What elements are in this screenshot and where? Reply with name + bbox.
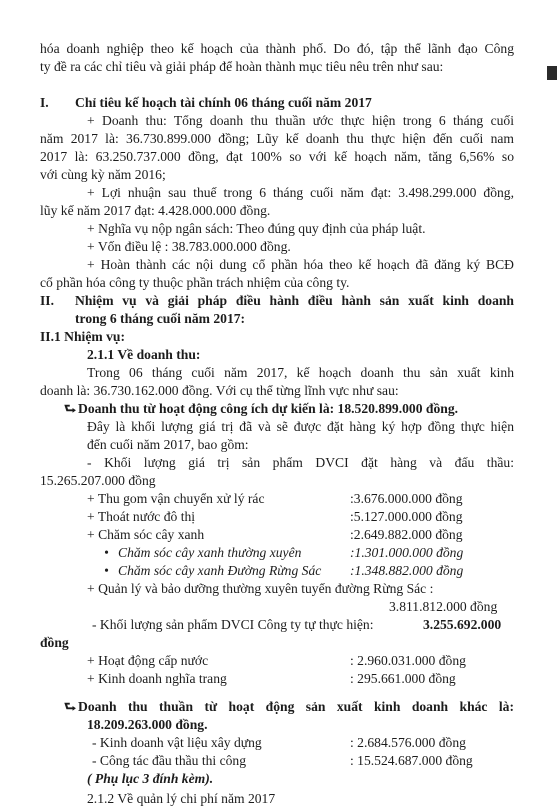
drainage-value: :5.127.000.000 đồng [350, 509, 463, 524]
page-edge-marker [547, 66, 557, 80]
dvci-order-line-1: - Khối lượng giá trị sản phẩm DVCI đặt hàng và đấu thầu: [87, 455, 514, 470]
section-2-title-1: Nhiệm vụ và giải pháp điều hành điều hành sản xuất kinh doanh [75, 293, 514, 308]
self-performed-value: 3.255.692.000 [423, 617, 502, 632]
dvci-order-line-2: 15.265.207.000 đồng [40, 473, 156, 488]
public-revenue-heading-text: Doanh thu từ hoạt động công ích dự kiến là: 18.520.899.000 đồng. [78, 401, 459, 416]
intro-line-1: hóa doanh nghiệp theo kế hoạch của thành phố. Do đó, tập thể lãnh đạo Công [40, 41, 514, 56]
section-2-title-2: trong 6 tháng cuối năm 2017: [75, 311, 246, 326]
arrow-bullet-icon: ⮑ [64, 401, 77, 416]
tree-regular-label: Chăm sóc cây xanh thường xuyên [118, 545, 302, 560]
intro-line-2: ty đề ra các chỉ tiêu và giải pháp để hoàn thành mục tiêu nêu trên như sau: [40, 59, 444, 74]
drainage-label: + Thoát nước đô thị [87, 509, 196, 524]
arrow-bullet-icon: ⮑ [64, 699, 77, 714]
cemetery-label: + Kinh doanh nghĩa trang [87, 671, 227, 686]
revenue-line-4: với cùng kỳ năm 2016; [40, 167, 166, 182]
revenue-line-1: + Doanh thu: Tổng doanh thu thuần ước thực hiện trong 6 tháng cuối [87, 113, 514, 128]
bidding-value: : 15.524.687.000 đồng [350, 753, 473, 768]
section-1-title: Chỉ tiêu kế hoạch tài chính 06 tháng cuối năm 2017 [75, 95, 372, 110]
tree-rungsac-label: Chăm sóc cây xanh Đường Rừng Sác [118, 563, 322, 578]
tree-care-label: + Chăm sóc cây xanh [87, 527, 205, 542]
profit-line-2: lũy kế năm 2017 đạt: 4.428.000.000 đồng. [40, 203, 271, 218]
public-detail-line-1: Đây là khối lượng giá trị đã và sẽ được đặt hàng ký hợp đồng thực hiện [87, 419, 514, 434]
equitization-line-2: cổ phần hóa công ty thuộc phần trách nhiệm của công ty. [40, 275, 350, 290]
subsection-2-1-2-title: 2.1.2 Về quản lý chi phí năm 2017 [87, 791, 276, 806]
other-revenue-amount: 18.209.263.000 đồng. [87, 717, 208, 732]
bidding-label: - Công tác đầu thầu thi công [92, 753, 247, 768]
tree-regular-value: :1.301.000.000 đồng [350, 545, 464, 560]
road-maintenance-value: 3.811.812.000 đồng [389, 599, 498, 614]
cemetery-value: : 295.661.000 đồng [350, 671, 456, 686]
dot-bullet-icon: • [104, 563, 109, 578]
tree-rungsac-value: :1.348.882.000 đồng [350, 563, 464, 578]
other-revenue-heading-text: Doanh thu thuần từ hoạt động sản xuất kinh doanh khác là: [78, 699, 514, 714]
section-1-number: I. [40, 95, 49, 110]
self-performed-unit: đồng [40, 635, 69, 650]
section-2-number: II. [40, 293, 54, 308]
waste-collection-value: :3.676.000.000 đồng [350, 491, 463, 506]
subsection-2-1-title: II.1 Nhiệm vụ: [40, 329, 125, 344]
budget-obligation-line: + Nghĩa vụ nộp ngân sách: Theo đúng quy định của pháp luật. [87, 221, 426, 236]
road-maintenance-label: + Quản lý và bảo dưỡng thường xuyên tuyến đường Rừng Sác : [87, 581, 434, 596]
public-detail-line-2: đến cuối năm 2017, bao gồm: [87, 437, 249, 452]
profit-line-1: + Lợi nhuận sau thuế trong 6 tháng cuối năm đạt: 3.498.299.000 đồng, [87, 185, 514, 200]
waste-collection-label: + Thu gom vận chuyển xử lý rác [87, 491, 265, 506]
tree-care-value: :2.649.882.000 đồng [350, 527, 463, 542]
materials-value: : 2.684.576.000 đồng [350, 735, 466, 750]
tree-rungsac-item [104, 562, 321, 580]
dot-bullet-icon: • [104, 545, 109, 560]
revenue-plan-line-2: doanh là: 36.730.162.000 đồng. Với cụ thể từng lĩnh vực như sau: [40, 383, 399, 398]
other-revenue-heading [64, 698, 514, 716]
public-revenue-heading [64, 400, 458, 418]
tree-regular-item [104, 544, 301, 562]
subsection-2-1-1-title: 2.1.1 Về doanh thu: [87, 347, 201, 362]
self-performed-label: - Khối lượng sản phẩm DVCI Công ty tự thực hiện: [92, 617, 374, 632]
water-supply-value: : 2.960.031.000 đồng [350, 653, 466, 668]
appendix-note: ( Phụ lục 3 đính kèm). [87, 771, 214, 786]
charter-capital-line: + Vốn điều lệ : 38.783.000.000 đồng. [87, 239, 291, 254]
revenue-line-3: 2017 là: 63.250.737.000 đồng, đạt 100% so với kế hoạch năm, tăng 6,56% so [40, 149, 514, 164]
materials-label: - Kinh doanh vật liệu xây dựng [92, 735, 262, 750]
equitization-line-1: + Hoàn thành các nội dung cổ phần hóa theo kế hoạch đã đăng ký BCĐ [87, 257, 514, 272]
revenue-plan-line-1: Trong 06 tháng cuối năm 2017, kế hoạch doanh thu sản xuất kinh [87, 365, 514, 380]
water-supply-label: + Hoạt động cấp nước [87, 653, 209, 668]
revenue-line-2: năm 2017 là: 36.730.899.000 đồng; Lũy kế doanh thu thực hiện đến cuối nam [40, 131, 514, 146]
